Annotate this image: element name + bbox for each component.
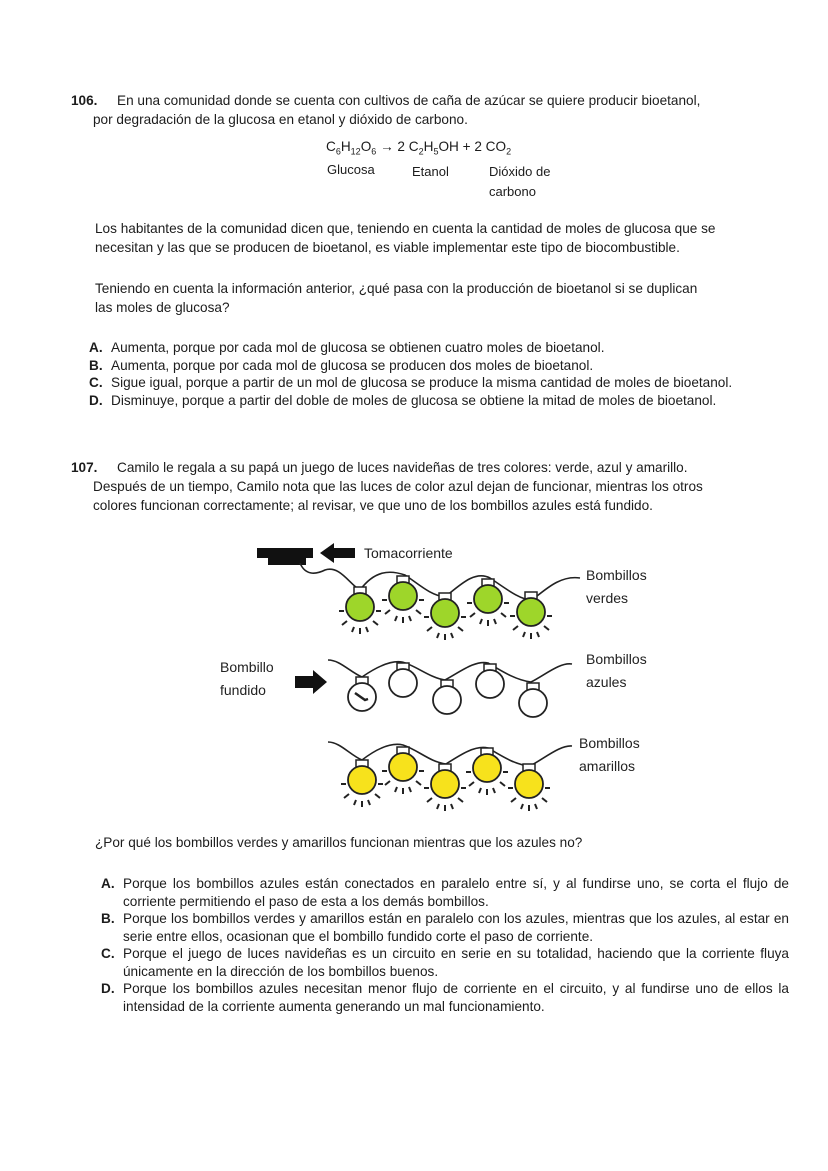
label-glucose: Glucosa (327, 162, 375, 177)
option-letter: B. (101, 911, 115, 926)
question-number: 107. (71, 460, 98, 475)
option-text: Porque el juego de luces navideñas es un circuito en serie en su totalidad, haciendo que la corriente fluya únicamente en la dirección de los bombillos buenos. (123, 946, 789, 979)
question-number: 106. (71, 93, 98, 108)
label-line: Bombillos (579, 735, 640, 751)
option-b[interactable] (101, 910, 789, 945)
label-co2-line1: Dióxido de (489, 164, 551, 179)
christmas-lights-figure (0, 530, 828, 820)
option-text: Aumenta, porque por cada mol de glucosa se obtienen cuatro moles de bioetanol. (111, 340, 605, 355)
prompt-line: Teniendo en cuenta la información anterior, ¿qué pasa con la producción de bioetanol si se duplican (95, 281, 698, 296)
option-d[interactable] (89, 392, 789, 410)
question-prompt (95, 279, 790, 317)
label-co2 (489, 162, 550, 202)
intro-text: Después de un tiempo, Camilo nota que las luces de color azul dejan de funcionar, mientras los otros (93, 479, 703, 494)
label-line: Bombillos (586, 651, 647, 667)
label-ethanol: Etanol (412, 164, 449, 179)
label-line: Bombillos (586, 567, 647, 583)
intro-text: por degradación de la glucosa en etanol y dióxido de carbono. (93, 112, 468, 127)
option-c[interactable] (101, 945, 789, 980)
yellow-bulbs-label (579, 732, 640, 778)
label-line: azules (586, 674, 627, 690)
option-b[interactable] (89, 357, 789, 375)
option-text: Aumenta, porque por cada mol de glucosa se producen dos moles de bioetanol. (111, 357, 594, 373)
yellow-bulbs (341, 747, 550, 811)
options-106 (89, 339, 789, 409)
arrow-left-icon (320, 543, 355, 563)
intro-text: En una comunidad donde se cuenta con cultivos de caña de azúcar se quiere producir bioetanol, (117, 93, 701, 108)
outlet-label: Tomacorriente (364, 545, 453, 561)
paragraph-line: necesitan y las que se producen de bioetanol, es viable implementar este tipo de biocombustible. (95, 240, 680, 255)
option-letter: B. (89, 357, 103, 373)
question-107-intro (71, 458, 791, 515)
option-c[interactable] (89, 374, 789, 392)
blown-bulb (348, 677, 376, 711)
option-letter: A. (101, 876, 115, 891)
context-paragraph (95, 219, 790, 257)
label-line: Bombillo (220, 659, 274, 675)
question-prompt: ¿Por qué los bombillos verdes y amarillos funcionan mientras que los azules no? (95, 835, 583, 850)
outlet-plug-icon (257, 548, 313, 565)
option-text: Porque los bombillos azules necesitan menor flujo de corriente en el circuito, y al fundirse uno de ellos la intensidad de la corriente aumenta generando un mal funcionamiento. (123, 981, 789, 1014)
green-bulbs (339, 576, 552, 640)
option-a[interactable] (101, 875, 789, 910)
blue-bulbs-label (586, 648, 647, 694)
green-bulbs-label (586, 564, 647, 610)
arrow-right-icon (295, 670, 327, 694)
label-co2-line2: carbono (489, 184, 536, 199)
option-letter: D. (89, 392, 103, 408)
reaction-arrow: → (380, 139, 394, 154)
label-line: verdes (586, 590, 629, 606)
option-letter: A. (89, 340, 103, 355)
option-d[interactable] (101, 980, 789, 1015)
label-line: fundido (220, 682, 266, 698)
option-letter: C. (89, 375, 103, 390)
option-text: Disminuye, porque a partir del doble de moles de glucosa se obtiene la mitad de moles de bioetanol. (111, 392, 717, 408)
label-line: amarillos (579, 758, 636, 774)
option-text: Sigue igual, porque a partir de un mol de glucosa se produce la misma cantidad de moles de bioetanol. (111, 375, 733, 390)
question-106-intro (71, 91, 791, 129)
option-letter: D. (101, 981, 115, 996)
option-letter: C. (101, 946, 115, 961)
chemical-equation: $C_6H_{12}O_6 \to 2$ $C_2H_5OH + 2$ $CO_2$ (326, 139, 512, 157)
blown-bulb-label (220, 656, 274, 702)
prompt-line: las moles de glucosa? (95, 300, 230, 315)
intro-text: Camilo le regala a su papá un juego de luces navideñas de tres colores: verde, azul y amarillo. (117, 460, 688, 475)
options-107 (101, 875, 789, 1015)
blue-bulbs (348, 663, 547, 717)
option-text: Porque los bombillos verdes y amarillos están en paralelo con los azules, mientras que los azules, al estar en serie entre ellos, ocasionan que el bombillo fundido corte el paso de corriente. (123, 911, 789, 944)
option-text: Porque los bombillos azules están conectados en paralelo entre sí, y al fundirse uno, se corta el flujo de corriente permitiendo el paso de esta a los demás bombillos. (123, 876, 789, 909)
paragraph-line: Los habitantes de la comunidad dicen que, teniendo en cuenta la cantidad de moles de glucosa que se (95, 221, 716, 236)
option-a[interactable] (89, 339, 789, 357)
intro-text: colores funcionan correctamente; al revisar, ve que uno de los bombillos azules está fundido. (93, 498, 653, 513)
